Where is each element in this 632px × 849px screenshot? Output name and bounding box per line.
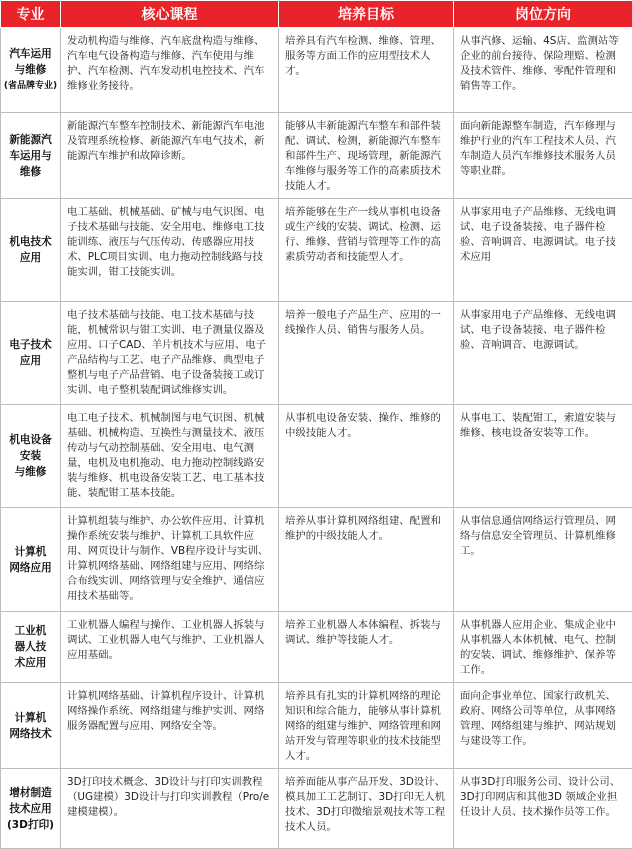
goal-cell: 培养工业机器人本体编程、拆装与调试、维护等技能人才。 [279, 612, 454, 683]
table-row [1, 28, 632, 113]
courses-cell: 工业机器人编程与操作、工业机器人拆装与调试、工业机器人电气与维护、工业机器人应用基础。 [61, 612, 279, 683]
goal-cell: 培养能够在生产一线从事机电设备或生产线的安装、调试、检测、运行、维修、营销与管理等工作的高素质劳动者和技能型人才。 [279, 199, 454, 302]
major-line: 机电技术 [3, 234, 58, 250]
courses-cell: 计算机组装与维护、办公软件应用、计算机操作系统安装与维护、计算机工具软件应用、网页设计与制作、VB程序设计与实训、计算机网络基础、网络组建与应用、网络综合布线实训、网络管理与安全维护、通信应用技术基础等。 [61, 508, 279, 612]
courses-cell: 发动机构造与维修、汽车底盘构造与维修、汽车电气设备构造与维修、汽车使用与维护、汽车检测、汽车发动机电控技术、汽车维修业务接待。 [61, 28, 279, 113]
table-row [1, 113, 632, 199]
header-goal: 培养目标 [279, 1, 454, 28]
goal-cell: 培养面能从事产品开发、3D设计、模具加工工艺制订、3D打印无人机技术、3D打印微缩景观技术等工程技术人员。 [279, 769, 454, 849]
jobs-cell: 从事电工、装配钳工，索道安装与维修、核电设备安装等工作。 [454, 405, 632, 508]
header-courses: 核心课程 [61, 1, 279, 28]
major-cell [1, 769, 61, 849]
courses-cell: 3D打印技术概念、3D设计与打印实训教程（UG建模）3D设计与打印实训教程（Pro/e建模建模）。 [61, 769, 279, 849]
table-row [1, 199, 632, 302]
major-cell [1, 612, 61, 683]
table-row [1, 405, 632, 508]
major-cell [1, 405, 61, 508]
major-cell [1, 508, 61, 612]
major-cell [1, 113, 61, 199]
major-cell [1, 302, 61, 405]
jobs-cell: 从事信息通信网络运行管理员、网络与信息安全管理员、计算机维修工。 [454, 508, 632, 612]
courses-cell: 新能源汽车整车控制技术、新能源汽车电池及管理系统检修、新能源汽车电气技术，新能源汽车维护和故障诊断。 [61, 113, 279, 199]
major-line: 车运用与 [3, 148, 58, 164]
major-line: 维修 [3, 164, 58, 180]
jobs-cell: 从事家用电子产品维修、无线电调试、电子设备装接、电子器件检验、音响调音、电源调试。电子技术应用 [454, 199, 632, 302]
goal-cell: 从事机电设备安装、操作、维修的中级技能人才。 [279, 405, 454, 508]
major-line: 网络应用 [3, 560, 58, 576]
major-line: 汽车运用 [3, 46, 58, 62]
jobs-cell: 面向企事业单位、国家行政机关、政府、网络公司等单位，从事网络管理、网络组建与维护、网站规划与建设等工作。 [454, 683, 632, 769]
major-line: 新能源汽 [3, 132, 58, 148]
table-row [1, 769, 632, 849]
table-row [1, 683, 632, 769]
major-line: 计算机 [3, 710, 58, 726]
goal-cell: 培养从事计算机网络组建、配置和维护的中级技能人才。 [279, 508, 454, 612]
major-line: 与维修 [3, 464, 58, 480]
courses-cell: 电工基础、机械基础、矿械与电气识图、电子技术基础与技能、安全用电、维修电工技能训练、液压与气压传动、传感器应用技术、PLC项目实训、电力拖动控制线路与技能实训，钳工技能实训。 [61, 199, 279, 302]
major-line: 技术应用 [3, 801, 58, 817]
goal-cell: 培养具有汽车检测、维修、管理、服务等方面工作的应用型技术人才。 [279, 28, 454, 113]
major-line: 机电设备 [3, 432, 58, 448]
major-line: 应用 [3, 250, 58, 266]
major-line: 应用 [3, 353, 58, 369]
courses-cell: 电工电子技术、机械制图与电气识图、机械基础、机械构造、互换性与测量技术、液压传动与气动控制基础、安全用电、电气测量，电机及电机拖动、电力拖动控制线路安装与维修、机电设备安装工艺、电工基本技能、装配钳工基本技能。 [61, 405, 279, 508]
major-line: (3D打印) [3, 817, 58, 833]
goal-cell: 能够从丰新能源汽车整车和部件装配、调试、检测，新能源汽车整车和部件生产、现场管理，新能源汽车维修与服务等工作的高素质技术技能人才。 [279, 113, 454, 199]
jobs-cell: 从事机器人应用企业、集成企业中从事机器人本体机械、电气、控制的安装、调试、维修维护、保养等工作。 [454, 612, 632, 683]
major-line: 计算机 [3, 544, 58, 560]
jobs-cell: 从事3D打印服务公司、设计公司、3D打印网店和其他3D 领域企业担任设计人员、技术操作员等工作。 [454, 769, 632, 849]
table-row [1, 612, 632, 683]
jobs-cell: 从事家用电子产品维修、无线电调试、电子设备装接、电子器件检验、音响调音、电源调试。 [454, 302, 632, 405]
header-row [1, 1, 632, 28]
goal-cell: 培养一般电子产品生产、应用的一线操作人员、销售与服务人员。 [279, 302, 454, 405]
major-cell [1, 199, 61, 302]
table-row [1, 508, 632, 612]
courses-cell: 计算机网络基础、计算机程序设计、计算机网络操作系统、网络组建与维护实训、网络服务器配置与应用、网络安全等。 [61, 683, 279, 769]
major-line: 电子技术 [3, 337, 58, 353]
goal-cell: 培养具有扎实的计算机网络的理论知识和综合能力，能够从事计算机网络的组建与维护、网络管理和网站开发与管理等职业的技术技能型人才。 [279, 683, 454, 769]
jobs-cell: 从事汽修、运输、4S店、监测站等企业的前台接待、保险理赔、检测及技术管件、维修、零配件管理和销售等工作。 [454, 28, 632, 113]
major-line: 器人技 [3, 639, 58, 655]
major-line: 增材制造 [3, 785, 58, 801]
major-line: 工业机 [3, 623, 58, 639]
major-line: 安装 [3, 448, 58, 464]
table-row [1, 302, 632, 405]
major-line: 术应用 [3, 655, 58, 671]
header-jobs: 岗位方向 [454, 1, 632, 28]
major-subtitle: (省品牌专业) [3, 78, 58, 94]
major-cell [1, 28, 61, 113]
jobs-cell: 面向新能源整车制造，汽车修理与维护行业的汽车工程技术人员、汽车制造人员汽车维修技术服务人员等职业群。 [454, 113, 632, 199]
major-line: 与维修 [3, 62, 58, 78]
courses-cell: 电子技术基础与技能、电工技术基础与技能，机械常识与钳工实训、电子测量仪器及应用、口子CAD、羊片机技术与应用、电子产品结构与工艺、电子产品维修、典型电子整机与电子产品营销、电子设备装接工或订实训、电子整机装配调试维修实训。 [61, 302, 279, 405]
major-line: 网络技术 [3, 726, 58, 742]
header-major: 专业 [1, 1, 61, 28]
major-cell [1, 683, 61, 769]
